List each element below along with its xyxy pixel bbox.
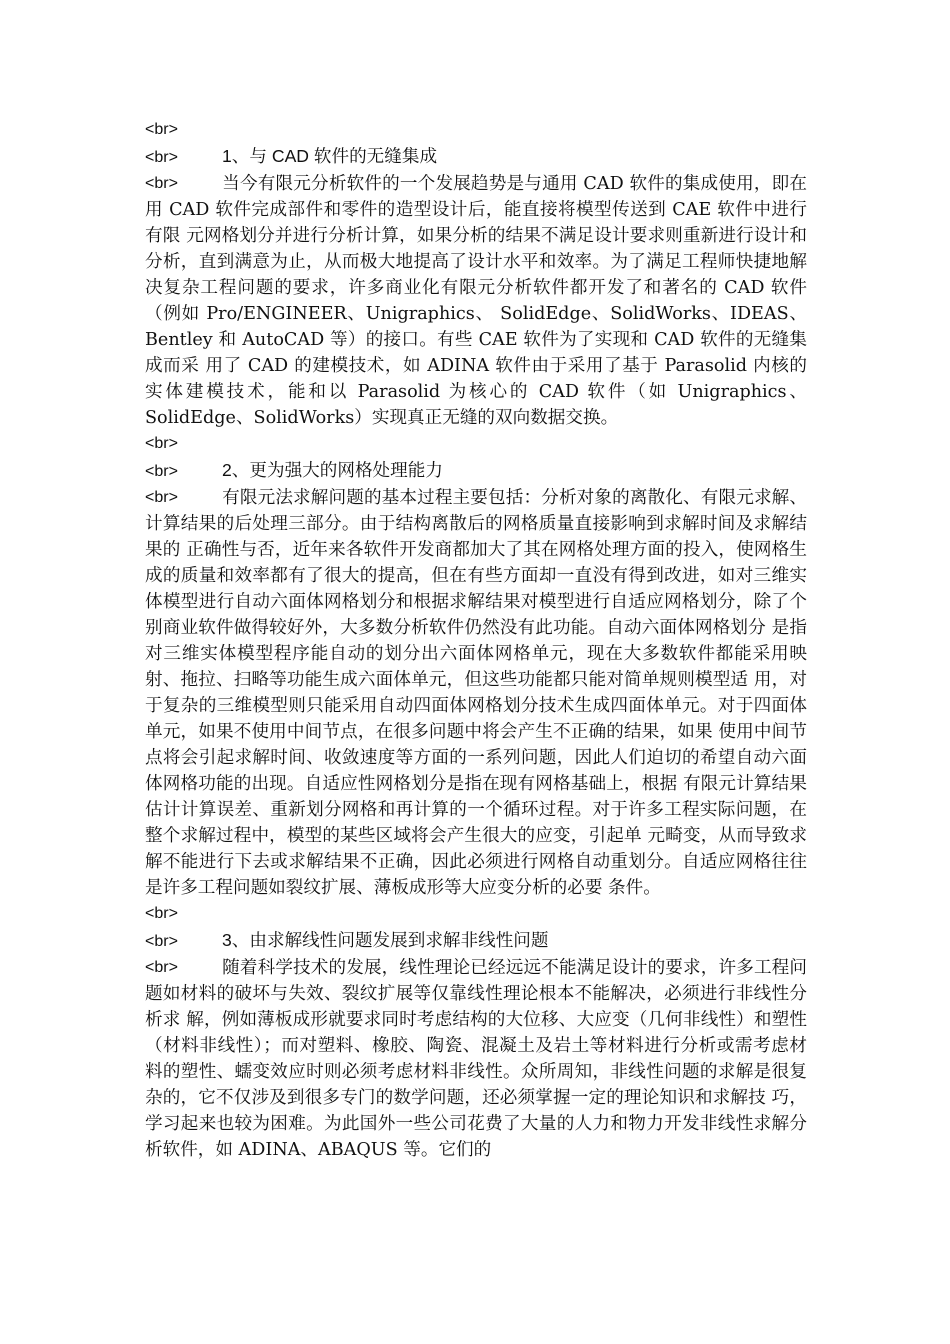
br-tag: <br> <box>145 463 178 480</box>
section-1-paragraph: 当今有限元分析软件的一个发展趋势是与通用 CAD 软件的集成使用，即在用 CAD 软件完成部件和零件的造型设计后，能直接将模型传送到 CAE 软件中进行有限 元网格划分并进行分析计算，如果分析的结果不满足设计要求则重新进行设计和分析，直到满意为止，从而极大地提高了设计水平和效率。为了满足工程师快捷地解 决复杂工程问题的要求，许多商业化有限元分析软件都开发了和著名的 CAD 软件（例如 Pro/ENGINEER、Unigraphics、 SolidEdge、SolidWorks、IDEAS、Bentley 和 AutoCAD 等）的接口。有些 CAE 软件为了实现和 CAD 软件的无缝集成而采 用了 CAD 的建模技术，如 ADINA 软件由于采用了基于 Parasolid 内核的实体建模技术，能和以 Parasolid 为核心的 CAD 软件（如 Unigraphics、SolidEdge、SolidWorks）实现真正无缝的双向数据交换。 <box>145 174 807 428</box>
br-tag: <br> <box>145 175 178 192</box>
br-tag: <br> <box>145 905 178 922</box>
br-line <box>145 431 807 457</box>
section-1-paragraph-block <box>145 171 807 431</box>
br-tag: <br> <box>145 933 178 950</box>
section-2-heading: 2、更为强大的网格处理能力 <box>222 460 443 480</box>
br-tag: <br> <box>145 435 178 452</box>
br-tag: <br> <box>145 489 178 506</box>
br-line <box>145 117 807 143</box>
section-3-paragraph-block <box>145 955 807 1163</box>
section-2-paragraph: 有限元法求解问题的基本过程主要包括：分析对象的离散化、有限元求解、计算结果的后处理三部分。由于结构离散后的网格质量直接影响到求解时间及求解结果的 正确性与否，近年来各软件开发商都加大了其在网格处理方面的投入，使网格生成的质量和效率都有了很大的提高，但在有些方面却一直没有得到改进，如对三维实 体模型进行自动六面体网格划分和根据求解结果对模型进行自适应网格划分，除了个别商业软件做得较好外，大多数分析软件仍然没有此功能。自动六面体网格划分 是指对三维实体模型程序能自动的划分出六面体网格单元，现在大多数软件都能采用映射、拖拉、扫略等功能生成六面体单元，但这些功能都只能对简单规则模型适 用，对于复杂的三维模型则只能采用自动四面体网格划分技术生成四面体单元。对于四面体单元，如果不使用中间节点，在很多问题中将会产生不正确的结果，如果 使用中间节点将会引起求解时间、收敛速度等方面的一系列问题，因此人们迫切的希望自动六面体网格功能的出现。自适应性网格划分是指在现有网格基础上，根据 有限元计算结果估计计算误差、重新划分网格和再计算的一个循环过程。对于许多工程实际问题，在整个求解过程中，模型的某些区域将会产生很大的应变，引起单 元畸变，从而导致求解不能进行下去或求解结果不正确，因此必须进行网格自动重划分。自适应网格往往是许多工程问题如裂纹扩展、薄板成形等大应变分析的必要 条件。 <box>145 488 807 898</box>
br-tag: <br> <box>145 959 178 976</box>
section-3-heading-line <box>145 927 807 955</box>
section-2-paragraph-block <box>145 485 807 901</box>
br-line <box>145 901 807 927</box>
br-tag: <br> <box>145 149 178 166</box>
br-tag: <br> <box>145 121 178 138</box>
document-page <box>145 117 807 1163</box>
section-3-paragraph: 随着科学技术的发展，线性理论已经远远不能满足设计的要求，许多工程问题如材料的破坏与失效、裂纹扩展等仅靠线性理论根本不能解决，必须进行非线性分析求 解，例如薄板成形就要求同时考虑结构的大位移、大应变（几何非线性）和塑性（材料非线性）；而对塑料、橡胶、陶瓷、混凝土及岩土等材料进行分析或需考虑材 料的塑性、蠕变效应时则必须考虑材料非线性。众所周知，非线性问题的求解是很复杂的，它不仅涉及到很多专门的数学问题，还必须掌握一定的理论知识和求解技 巧，学习起来也较为困难。为此国外一些公司花费了大量的人力和物力开发非线性求解分析软件，如 ADINA、ABAQUS 等。它们的 <box>145 958 807 1160</box>
section-1-heading: 1、与 CAD 软件的无缝集成 <box>222 146 438 166</box>
section-1-heading-line <box>145 143 807 171</box>
section-3-heading: 3、由求解线性问题发展到求解非线性问题 <box>222 930 549 950</box>
section-2-heading-line <box>145 457 807 485</box>
